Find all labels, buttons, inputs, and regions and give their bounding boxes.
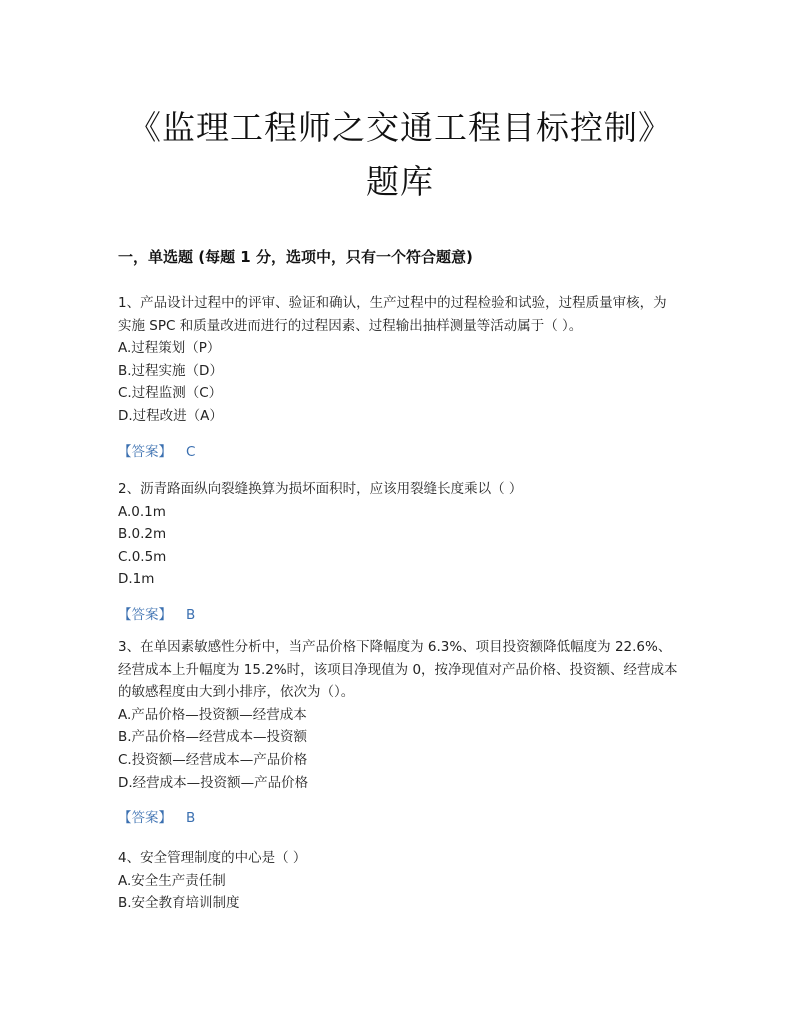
question-text: 2、沥青路面纵向裂缝换算为损坏面积时，应该用裂缝长度乘以（ ）: [118, 481, 523, 497]
answer-label: 【答案】: [118, 606, 172, 623]
option-b: B.0.2m: [118, 526, 167, 543]
option-a: A.安全生产责任制: [118, 872, 226, 889]
option-b: B.过程实施（D）: [118, 362, 223, 379]
question-4: [118, 847, 678, 915]
option-b: B.产品价格—经营成本—投资额: [118, 729, 308, 746]
option-d: D.1m: [118, 571, 155, 588]
answer-value: C: [186, 443, 196, 460]
option-a: A.过程策划（P）: [118, 340, 221, 357]
answer-value: B: [186, 810, 196, 827]
option-c: C.过程监测（C）: [118, 385, 223, 402]
document-title: 《监理工程师之交通工程目标控制》: [128, 108, 672, 147]
question-text: 3、在单因素敏感性分析中，当产品价格下降幅度为 6.3%、项目投资额降低幅度为 22.6%、经营成本上升幅度为 15.2%时，该项目净现值为 0，按净现值对产品价格、投资额、经营成本的敏感程度由大到小排序，依次为（）。: [118, 639, 678, 701]
section-heading: 一，单选题 (每题 1 分，选项中，只有一个符合题意): [118, 248, 473, 266]
question-3: [118, 636, 678, 830]
question-2: [118, 478, 678, 627]
option-b: B.安全教育培训制度: [118, 895, 240, 912]
answer-label: 【答案】: [118, 810, 172, 827]
option-c: C.投资额—经营成本—产品价格: [118, 751, 308, 768]
option-d: D.经营成本—投资额—产品价格: [118, 774, 309, 791]
question-1: [118, 292, 678, 463]
option-a: A.产品价格—投资额—经营成本: [118, 706, 307, 723]
answer-label: 【答案】: [118, 443, 172, 460]
question-text: 1、产品设计过程中的评审、验证和确认，生产过程中的过程检验和试验，过程质量审核，为实施 SPC 和质量改进而进行的过程因素、过程输出抽样测量等活动属于（ ）。: [118, 295, 667, 334]
answer-line: [118, 604, 678, 627]
option-c: C.0.5m: [118, 548, 167, 565]
question-text: 4、安全管理制度的中心是（ ）: [118, 850, 307, 866]
answer-value: B: [186, 606, 196, 623]
answer-line: [118, 807, 678, 830]
document-subtitle: 题库: [366, 162, 434, 201]
option-d: D.过程改进（A）: [118, 407, 223, 424]
option-a: A.0.1m: [118, 503, 166, 520]
answer-line: [118, 441, 678, 464]
